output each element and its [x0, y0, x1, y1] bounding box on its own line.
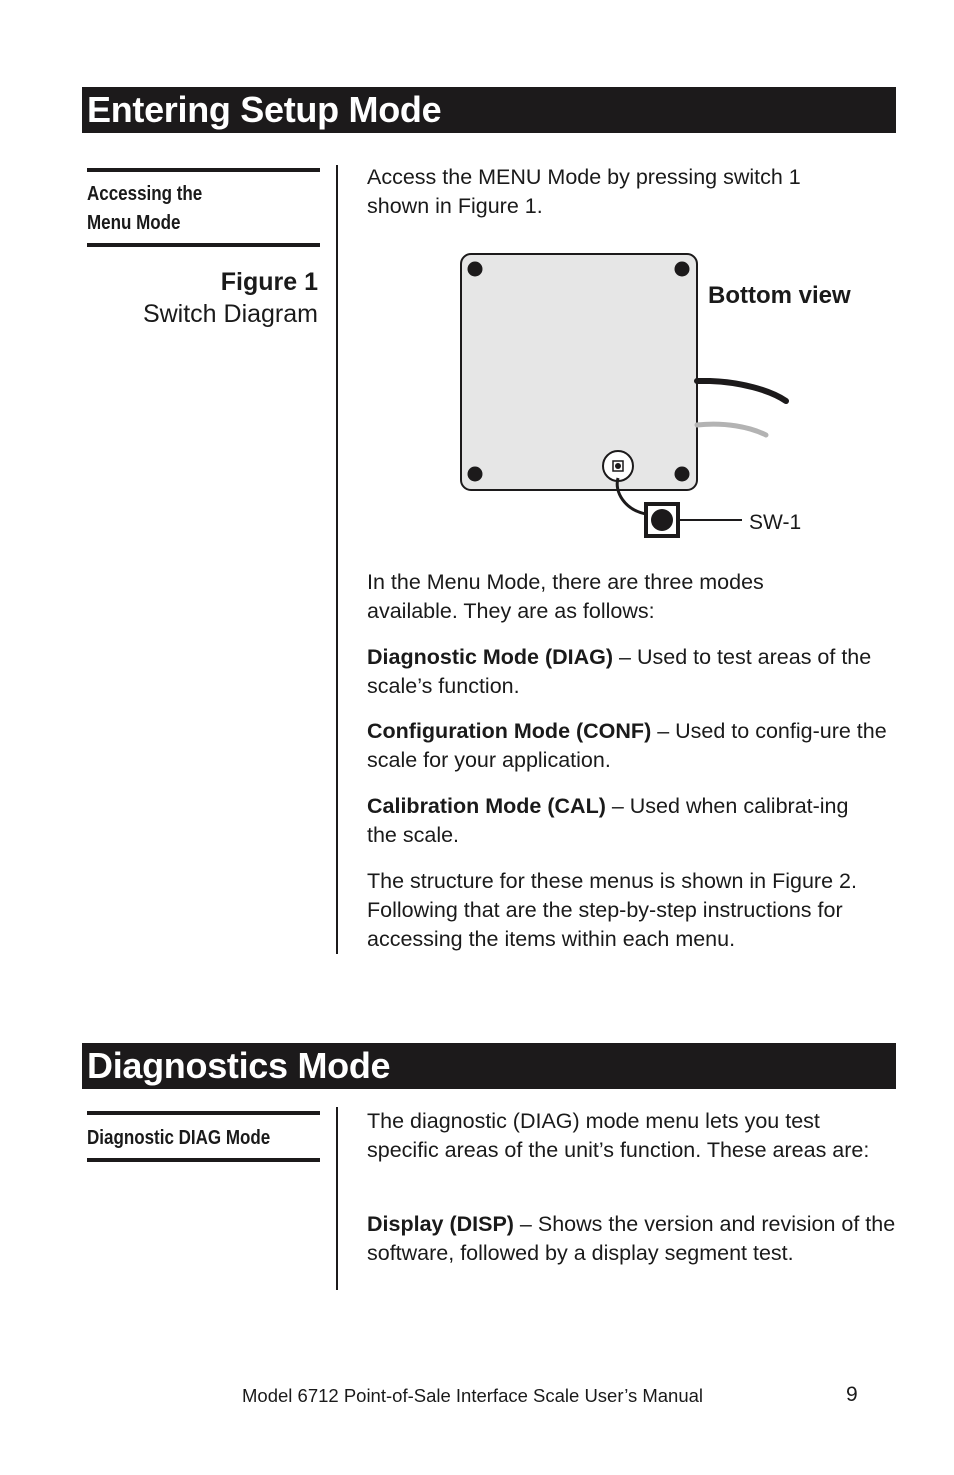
modes-intro-paragraph: In the Menu Mode, there are three modes available. They are as follows:: [367, 570, 764, 623]
mounting-hole-top-left: [468, 262, 483, 277]
grey-cable: [697, 424, 766, 435]
mode-desc-cal: – Used when calibrat-ing the scale.: [367, 794, 849, 847]
sw1-button: [651, 509, 673, 531]
bottom-view-label: Bottom view: [708, 282, 851, 309]
page-number: 9: [846, 1383, 858, 1406]
structure-paragraph: The structure for these menus is shown in Figure 2. Following that are the step-by-step instructions for accessing the items within each menu.: [367, 869, 857, 951]
switch-diagram: [440, 240, 880, 550]
mode-item-conf: [367, 717, 887, 775]
mode-item-diag: [367, 643, 897, 701]
column-divider-2: [336, 1107, 338, 1290]
sidebar-heading-diagnostic-diag-mode: [87, 1111, 320, 1162]
mode-name-cal: Calibration Mode (CAL): [367, 794, 606, 818]
section-title-entering-setup-mode: Entering Setup Mode: [82, 87, 896, 133]
figure-title: Switch Diagram: [142, 300, 318, 328]
diag-item-name-disp: Display (DISP): [367, 1212, 514, 1236]
diag-item-disp: [367, 1210, 897, 1268]
mode-item-cal: [367, 792, 882, 850]
figure-number: Figure 1: [220, 268, 318, 296]
sidebar-heading-accessing-menu-mode: [87, 168, 320, 247]
footer-manual-title: Model 6712 Point-of-Sale Interface Scale User’s Manual: [242, 1385, 704, 1406]
column-divider: [336, 165, 338, 954]
section-title-diagnostics-mode: Diagnostics Mode: [82, 1043, 896, 1089]
mounting-hole-bottom-right: [675, 467, 690, 482]
diag-item-desc-disp: – Shows the version and revision of the software, followed by a display segment test.: [367, 1212, 896, 1265]
mode-name-conf: Configuration Mode (CONF): [367, 719, 652, 743]
mode-desc-diag: – Used to test areas of the scale’s function.: [367, 645, 872, 698]
switch-housing-dot: [615, 463, 621, 469]
sidebar-heading-line1: Accessing the: [87, 183, 203, 205]
sidebar-heading-diag: Diagnostic DIAG Mode: [87, 1127, 271, 1149]
figure-caption: [143, 266, 318, 330]
sidebar-heading-line2: Menu Mode: [87, 212, 181, 234]
diag-intro-paragraph: The diagnostic (DIAG) mode menu lets you test specific areas of the unit’s function. These areas are:: [367, 1109, 870, 1162]
sw1-label: SW-1: [749, 511, 802, 534]
mode-name-diag: Diagnostic Mode (DIAG): [367, 645, 614, 669]
device-body: [461, 254, 697, 490]
intro-paragraph: Access the MENU Mode by pressing switch 1 shown in Figure 1.: [367, 165, 801, 218]
mounting-hole-bottom-left: [468, 467, 483, 482]
mounting-hole-top-right: [675, 262, 690, 277]
black-cable: [697, 381, 786, 401]
mode-desc-conf: – Used to config-ure the scale for your application.: [367, 719, 887, 772]
